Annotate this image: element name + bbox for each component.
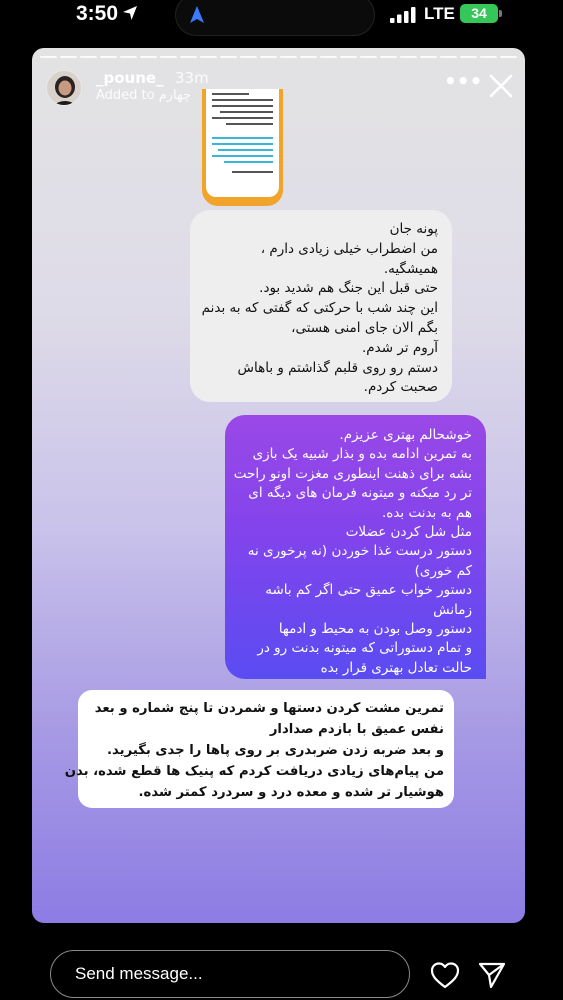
avatar[interactable]	[46, 70, 82, 106]
outgoing-message-bubble: خوشحالم بهتری عزیزم. به تمرین ادامه بده و بذار شبیه یک بازی بشه برای ذهنت اینطوری مغزت اونو راحت تر رد میکنه و میتونه فرمان های دیگه ای هم به بدنت بده. مثل شل کردن عضلات دستور درست غذا خوردن (نه پرخوری نه کم خوری) دستور خواب عمیق حتی اگر کم باشه زمانش دستور وصل بودن به محیط و ادمها و تمام دستوراتی که میتونه بدنت رو در حالت تعادل بهتری قرار بده	[225, 415, 486, 679]
story-progress	[40, 56, 517, 59]
more-dots-icon[interactable]: •••	[444, 69, 483, 93]
network-type: LTE	[424, 4, 455, 23]
added-to-highlight[interactable]: Added to چهارم	[96, 88, 192, 103]
send-message-placeholder: Send message...	[75, 964, 203, 983]
send-icon[interactable]	[477, 960, 507, 990]
time-ago: 33m	[175, 69, 209, 87]
status-time: 3:50	[76, 2, 119, 25]
dynamic-island	[175, 0, 375, 36]
navigation-arrow-icon	[188, 5, 206, 25]
attachment-thumbnail	[202, 89, 283, 206]
story-caption: تمرین مشت کردن دستها و شمردن تا پنج شماره و بعد نفس عمیق با بازدم صدادار و بعد ضربه زدن ضربدری بر روی پاها را جدی بگیرید. من پیام‌های زیادی دریافت کردم که پنیک ها قطع شده، بدن هوشیار تر شده و معده درد و سردرد کمتر شده.	[78, 690, 454, 808]
signal-bars-icon	[390, 7, 418, 23]
battery-nub	[499, 10, 502, 17]
username[interactable]: _poune_	[96, 69, 164, 87]
heart-icon[interactable]	[429, 960, 461, 990]
close-icon[interactable]	[487, 72, 515, 100]
status-bar	[0, 0, 563, 36]
location-arrow-icon	[121, 4, 139, 22]
story-card[interactable]	[32, 48, 525, 923]
incoming-message-bubble: پونه جان من اضطراب خیلی زیادی دارم ، همیشگیه. حتی قبل این جنگ هم شدید بود. این چند شب با حرکتی که گفتی که به بدنم بگم الان جای امنی هستی، آروم تر شدم. دستم رو روی قلبم گذاشتم و باهاش صحبت کردم.	[190, 210, 452, 402]
battery-level: 34	[460, 4, 498, 23]
send-message-input[interactable]	[50, 950, 410, 998]
